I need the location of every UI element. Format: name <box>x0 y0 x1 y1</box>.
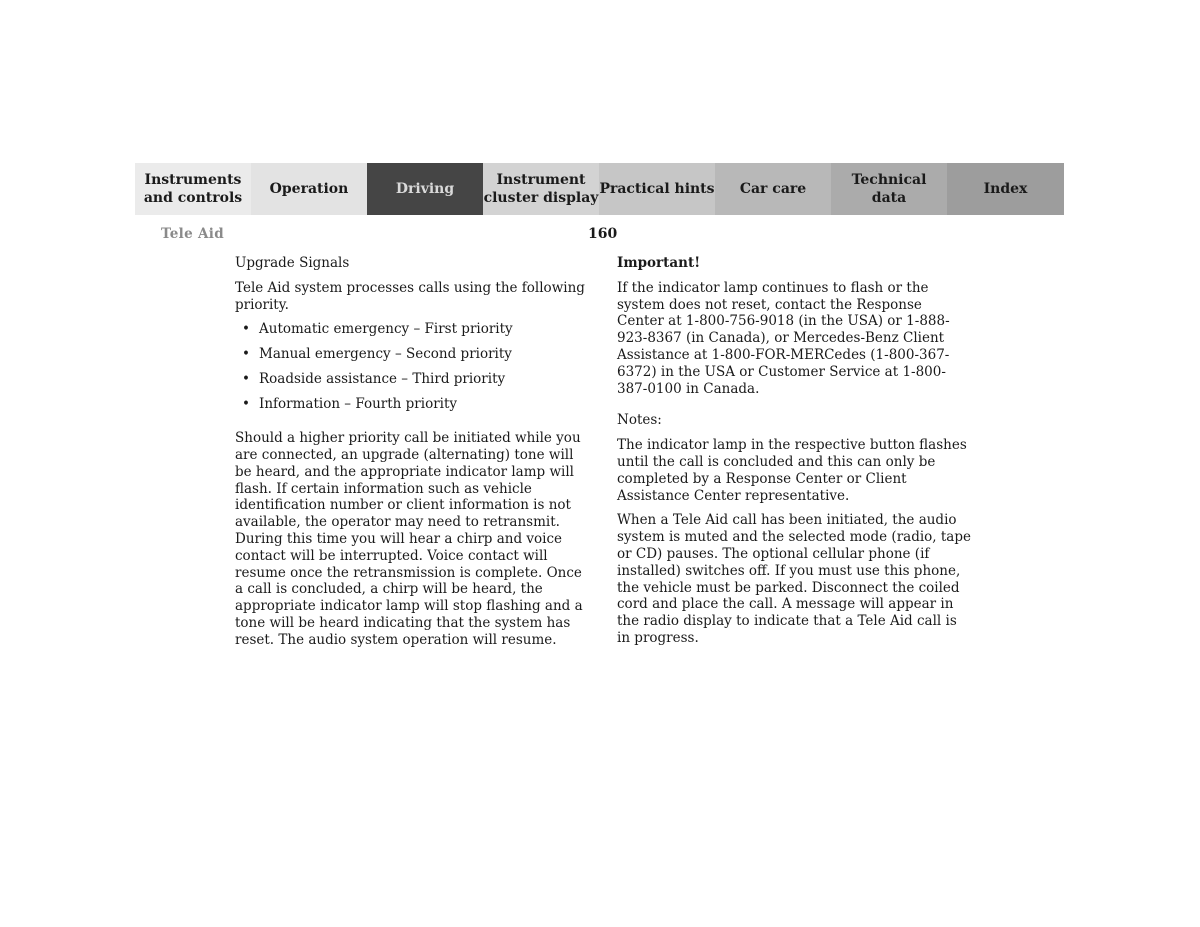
tab-operation[interactable]: Operation <box>251 163 367 215</box>
right-column <box>617 255 972 655</box>
chapter-tab-bar <box>135 163 1064 215</box>
upgrade-signal-description: Should a higher priority call be initiated while you are connected, an upgrade (alternating) tone will be heard, and the appropriate indicator lamp will flash. If certain information such as vehicle identification number or client information is not available, the operator may need to retransmit. During this time you will hear a chirp and voice contact will be interrupted. Voice contact will resume once the retransmission is complete. Once a call is concluded, a chirp will be heard, the appropriate indicator lamp will stop flashing and a tone will be heard indicating that the system has reset. The audio system operation will resume. <box>235 430 583 648</box>
list-item-text: Automatic emergency – First priority <box>259 321 513 338</box>
notes-label: Notes: <box>617 412 662 429</box>
list-item-text: Manual emergency – Second priority <box>259 346 512 363</box>
tab-index[interactable]: Index <box>947 163 1064 215</box>
list-item <box>235 371 587 388</box>
note-indicator-lamp: The indicator lamp in the respective button flashes until the call is concluded and this can only be completed by a Response Center or Client Assistance Center representative. <box>617 437 967 504</box>
upgrade-signals-heading: Upgrade Signals <box>235 255 350 271</box>
important-text: If the indicator lamp continues to flash or the system does not reset, contact the Response Center at 1-800-756-9018 (in the USA) or 1-888-923-8367 (in Canada), or Mercedes-Benz Client Assistance at 1-800-FOR-MERCedes (1-800-367-6372) in the USA or Customer Service at 1-800-387-0100 in Canada. <box>617 279 950 397</box>
tab-technical-data[interactable]: Technical data <box>831 163 947 215</box>
note-audio-muted: When a Tele Aid call has been initiated, the audio system is muted and the selected mode (radio, tape or CD) pauses. The optional cellular phone (if installed) switches off. If you must use this phone, the vehicle must be parked. Disconnect the coiled cord and place the call. A message will appear in the radio display to indicate that a Tele Aid call is in progress. <box>617 512 971 646</box>
bullet-icon: • <box>242 396 250 413</box>
important-heading: Important! <box>617 255 701 271</box>
priority-intro: Tele Aid system processes calls using the following priority. <box>235 279 585 313</box>
page-number: 160 <box>588 226 618 242</box>
left-column <box>235 255 587 657</box>
bullet-icon: • <box>242 321 250 338</box>
bullet-icon: • <box>242 371 250 388</box>
tab-instruments-and-controls[interactable]: Instruments and controls <box>135 163 251 215</box>
list-item <box>235 321 587 338</box>
tab-driving[interactable]: Driving <box>367 163 483 215</box>
list-item-text: Information – Fourth priority <box>259 396 458 413</box>
tab-car-care[interactable]: Car care <box>715 163 831 215</box>
list-item-text: Roadside assistance – Third priority <box>259 371 506 388</box>
bullet-icon: • <box>242 346 250 363</box>
priority-list <box>235 321 587 413</box>
list-item <box>235 346 587 363</box>
tab-instrument-cluster-display[interactable]: Instrument cluster display <box>483 163 599 215</box>
section-title: Tele Aid <box>161 226 224 242</box>
list-item <box>235 396 587 413</box>
tab-practical-hints[interactable]: Practical hints <box>599 163 715 215</box>
